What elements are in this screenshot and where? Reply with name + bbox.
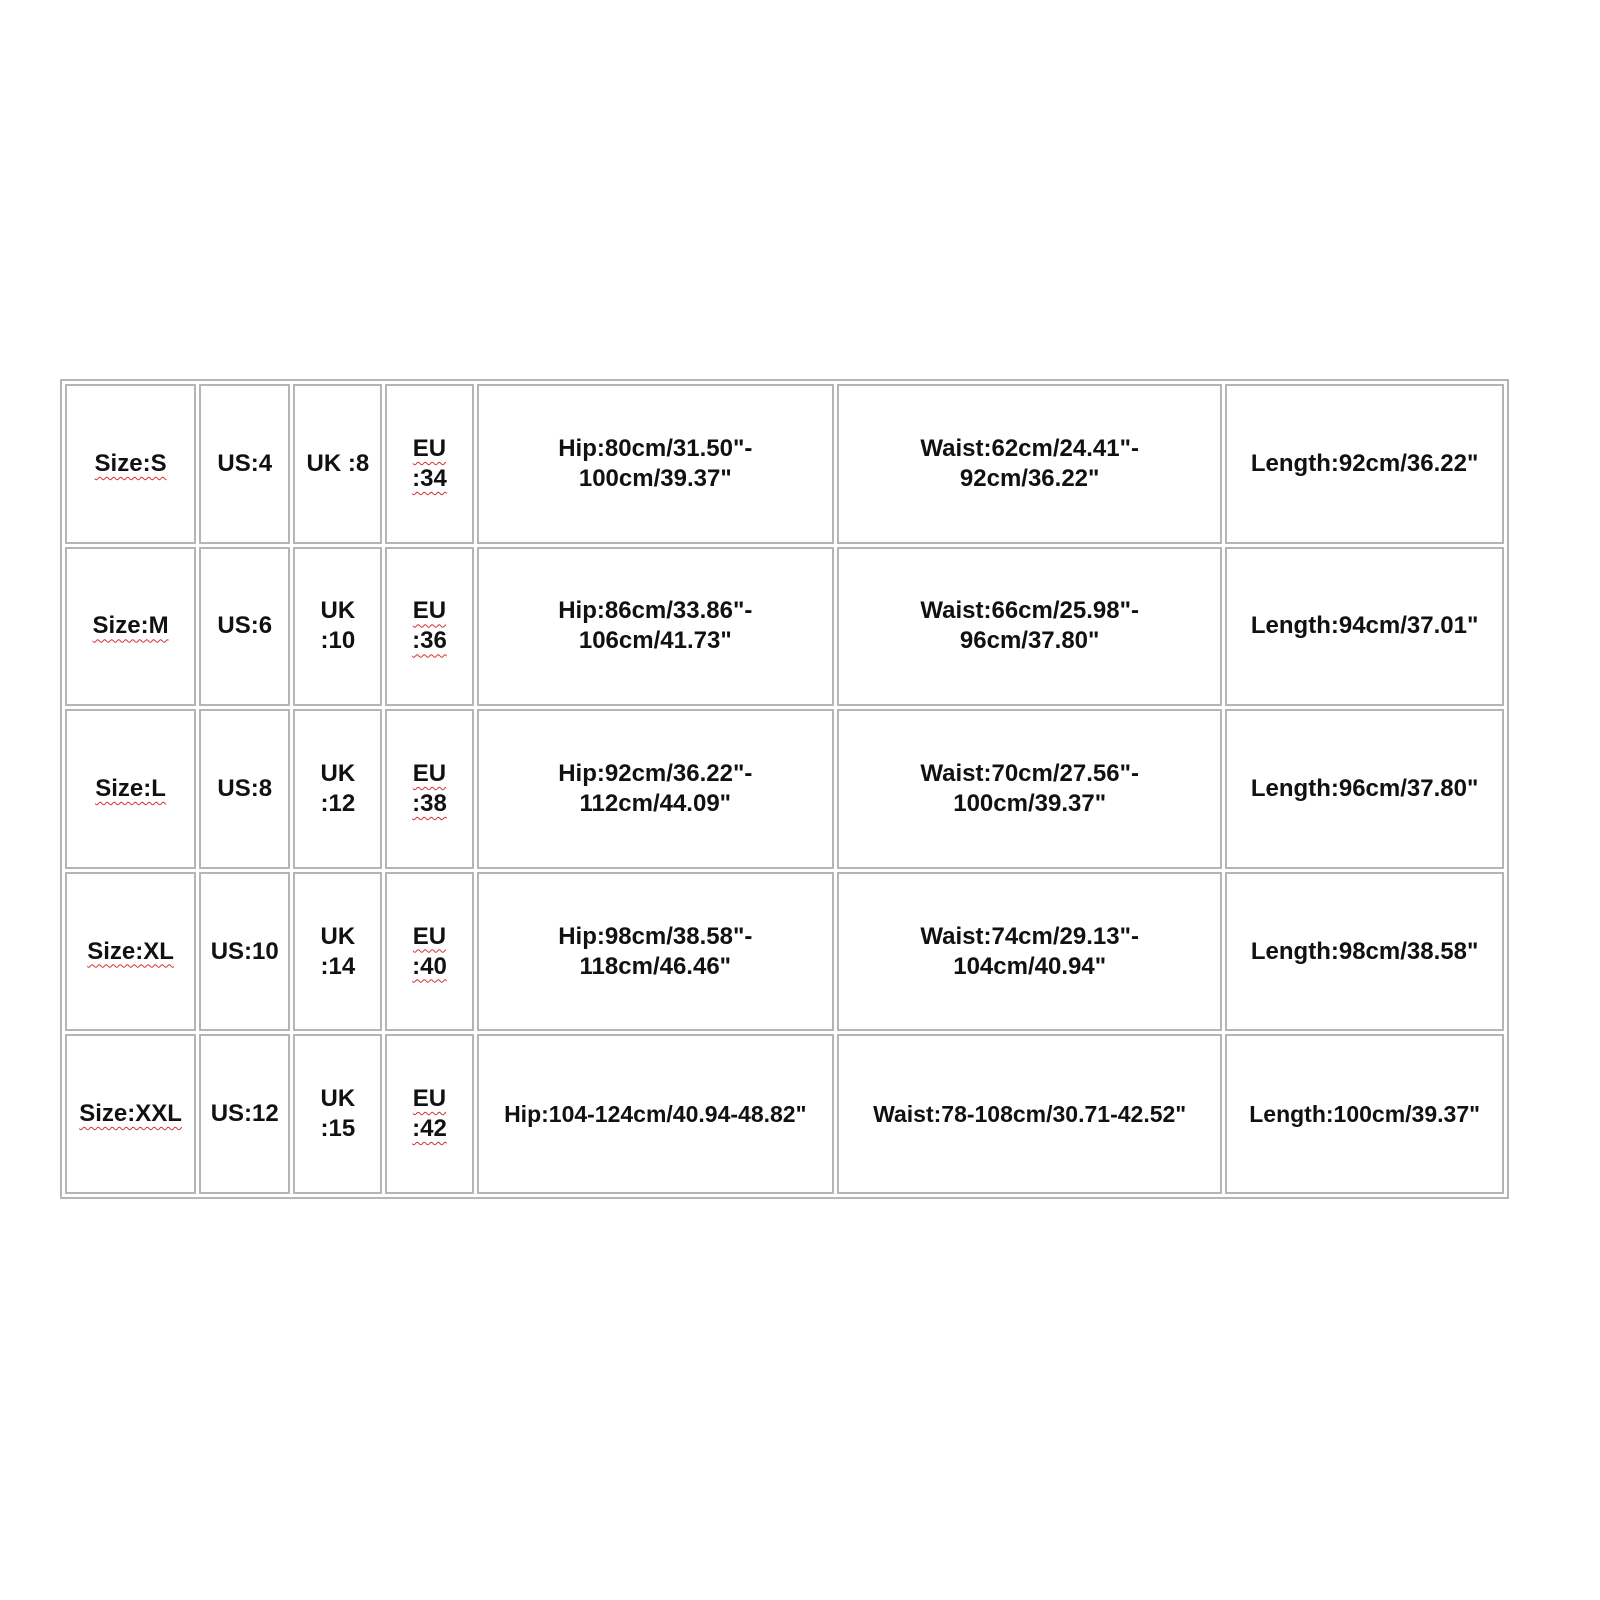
uk-size-cell: UK :10	[293, 547, 382, 707]
size-row-m	[65, 547, 1504, 707]
hip-cell: Hip:80cm/31.50"- 100cm/39.37"	[477, 384, 835, 544]
waist-cell: Waist:62cm/24.41"- 92cm/36.22"	[837, 384, 1222, 544]
size-cell	[65, 547, 196, 707]
hip-cell: Hip:98cm/38.58"- 118cm/46.46"	[477, 872, 835, 1032]
waist-cell: Waist:66cm/25.98"- 96cm/37.80"	[837, 547, 1222, 707]
size-cell	[65, 1034, 196, 1194]
length-cell: Length:92cm/36.22"	[1225, 384, 1504, 544]
size-chart-table	[60, 379, 1509, 1199]
eu-size-label: EU :34	[412, 434, 447, 492]
eu-size-label: EU :36	[412, 597, 447, 655]
size-label: Size:L	[95, 774, 166, 802]
eu-size-cell	[385, 547, 473, 707]
us-size-cell: US:8	[199, 709, 290, 869]
length-cell: Length:98cm/38.58"	[1225, 872, 1504, 1032]
hip-cell: Hip:104-124cm/40.94-48.82"	[477, 1034, 835, 1194]
eu-size-cell	[385, 872, 473, 1032]
eu-size-label: EU :40	[412, 922, 447, 980]
size-row-xxl	[65, 1034, 1504, 1194]
uk-size-cell: UK :12	[293, 709, 382, 869]
waist-cell: Waist:74cm/29.13"- 104cm/40.94"	[837, 872, 1222, 1032]
uk-size-cell: UK :14	[293, 872, 382, 1032]
size-label: Size:M	[92, 612, 169, 640]
us-size-cell: US:12	[199, 1034, 290, 1194]
size-row-l	[65, 709, 1504, 869]
hip-cell: Hip:86cm/33.86"- 106cm/41.73"	[477, 547, 835, 707]
us-size-cell: US:6	[199, 547, 290, 707]
eu-size-cell	[385, 384, 473, 544]
length-cell: Length:96cm/37.80"	[1225, 709, 1504, 869]
waist-cell: Waist:78-108cm/30.71-42.52"	[837, 1034, 1222, 1194]
size-cell	[65, 872, 196, 1032]
size-row-xl	[65, 872, 1504, 1032]
uk-size-cell: UK :15	[293, 1034, 382, 1194]
hip-cell: Hip:92cm/36.22"- 112cm/44.09"	[477, 709, 835, 869]
size-row-s	[65, 384, 1504, 544]
size-label: Size:S	[94, 449, 167, 477]
waist-cell: Waist:70cm/27.56"- 100cm/39.37"	[837, 709, 1222, 869]
eu-size-label: EU :42	[412, 1085, 447, 1143]
size-label: Size:XXL	[79, 1100, 182, 1128]
size-label: Size:XL	[87, 937, 174, 965]
us-size-cell: US:10	[199, 872, 290, 1032]
eu-size-cell	[385, 709, 473, 869]
size-cell	[65, 384, 196, 544]
us-size-cell: US:4	[199, 384, 290, 544]
eu-size-cell	[385, 1034, 473, 1194]
eu-size-label: EU :38	[412, 759, 447, 817]
length-cell: Length:94cm/37.01"	[1225, 547, 1504, 707]
length-cell: Length:100cm/39.37"	[1225, 1034, 1504, 1194]
uk-size-cell: UK :8	[293, 384, 382, 544]
size-cell	[65, 709, 196, 869]
